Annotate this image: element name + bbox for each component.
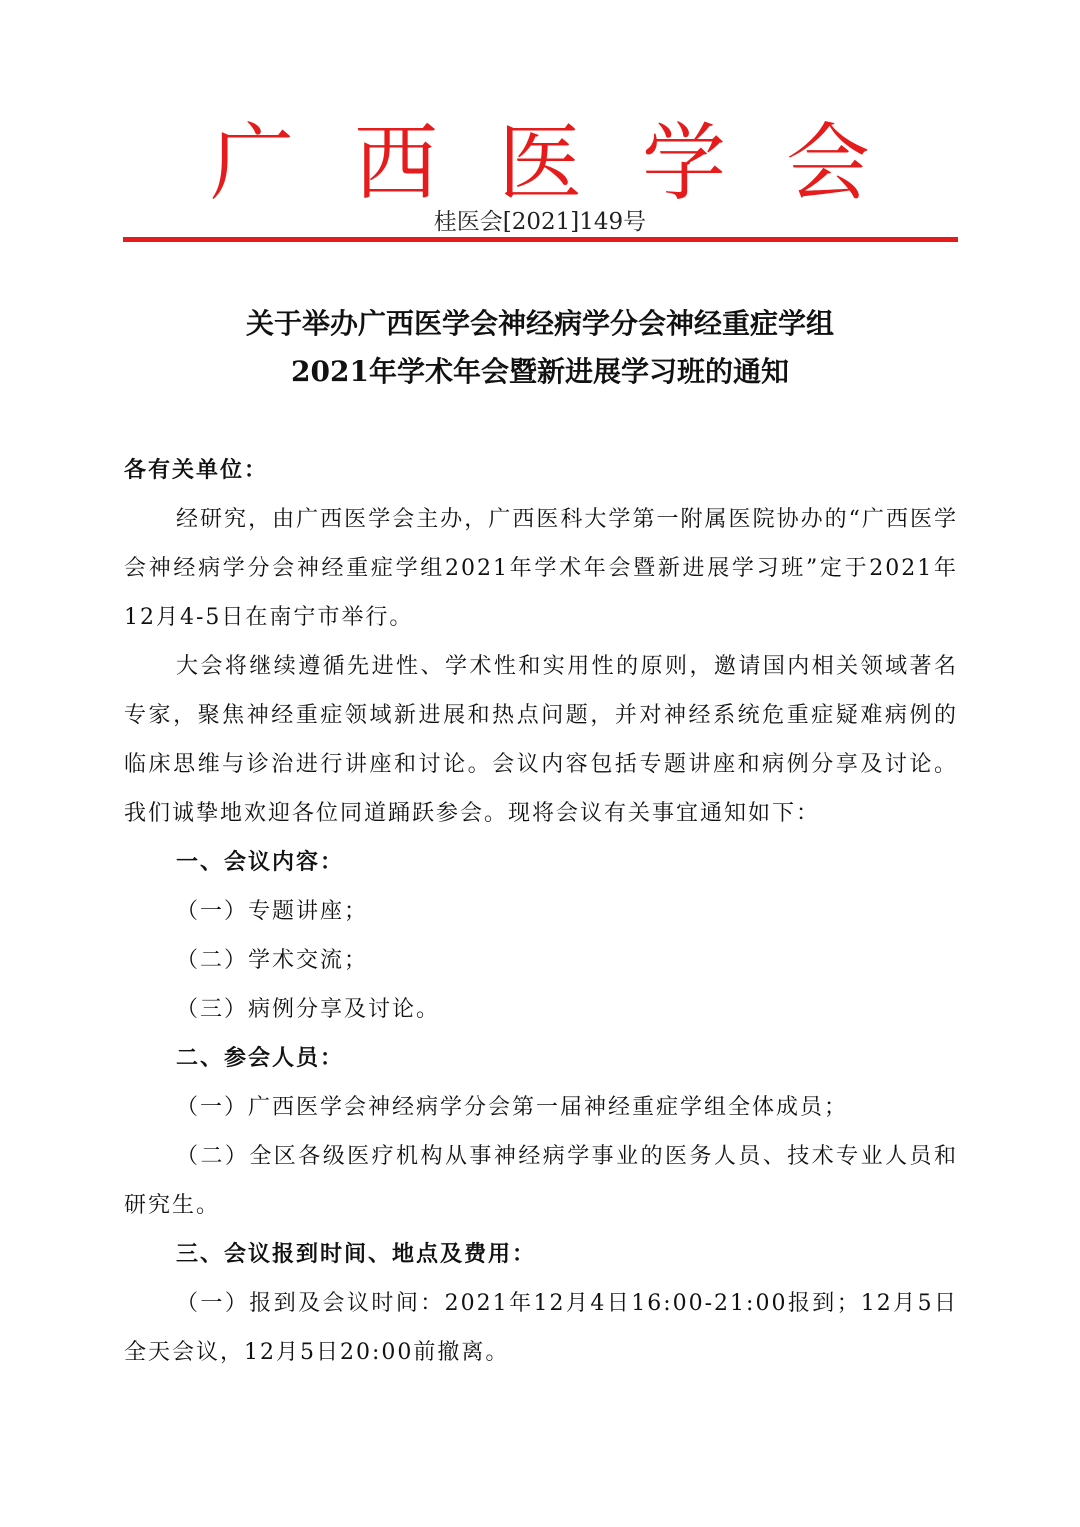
notice-title — [0, 300, 1080, 396]
section-1-heading: 一、会议内容： — [176, 849, 345, 875]
section-1-item: （一）专题讲座； — [176, 899, 369, 924]
paragraph-2: 大会将继续遵循先进性、学术性和实用性的原则，邀请国内相关领域著名专家，聚焦神经重症领域新进展和热点问题，并对神经系统危重症疑难病例的临床思维与诊治进行讲座和讨论。会议内容包括专题讲座和病例分享及讨论。我们诚挚地欢迎各位同道踊跃参会。现将会议有关事宜通知如下： — [124, 654, 958, 826]
notice-title-line-1: 关于举办广西医学会神经病学分会神经重症学组 — [245, 307, 834, 340]
section-3-item: （一）报到及会议时间：2021年12月4日16:00-21:00报到；12月5日全天会议，12月5日20:00前撤离。 — [124, 1291, 958, 1365]
paragraph-1: 经研究，由广西医学会主办，广西医科大学第一附属医院协办的“广西医学会神经病学分会神经重症学组2021年学术年会暨新进展学习班”定于2021年12月4-5日在南宁市举行。 — [124, 507, 958, 630]
section-2-item: （一）广西医学会神经病学分会第一届神经重症学组全体成员； — [176, 1095, 849, 1120]
section-2-item: （二）全区各级医疗机构从事神经病学事业的医务人员、技术专业人员和研究生。 — [124, 1144, 958, 1218]
section-1-item: （三）病例分享及讨论。 — [176, 997, 441, 1022]
notice-title-line-2: 2021年学术年会暨新进展学习班的通知 — [291, 355, 789, 388]
section-2-heading: 二、参会人员： — [176, 1045, 345, 1071]
document-number: 桂医会[2021]149号 — [433, 209, 647, 235]
section-1-item: （二）学术交流； — [176, 948, 369, 973]
red-divider — [123, 237, 958, 242]
document-body — [124, 446, 958, 1377]
section-3-heading: 三、会议报到时间、地点及费用： — [176, 1241, 537, 1267]
salutation: 各有关单位： — [124, 457, 269, 483]
org-name-header: 广西医学会 — [209, 114, 930, 212]
